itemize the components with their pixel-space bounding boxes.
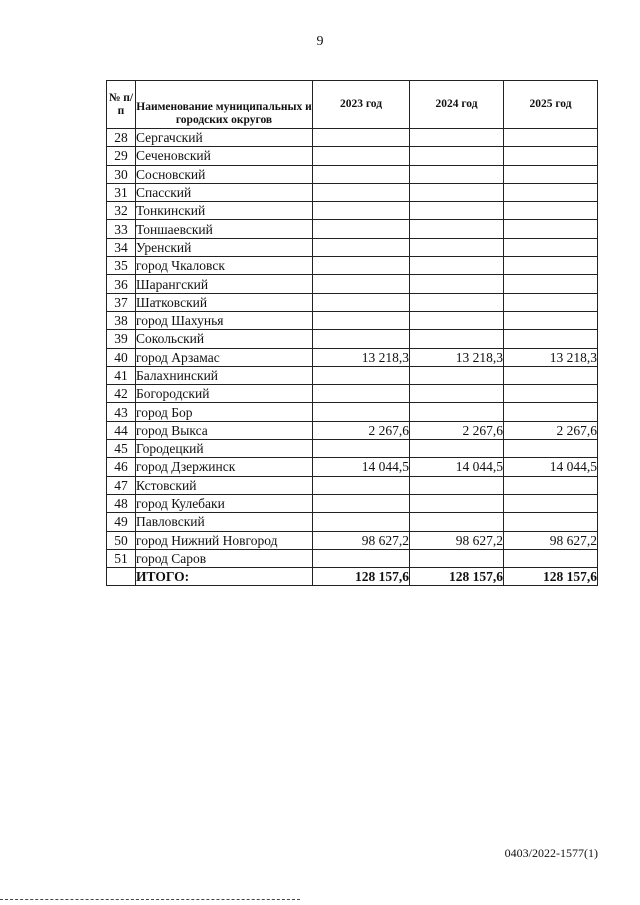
header-2023: 2023 год (313, 81, 410, 129)
row-num: 41 (107, 366, 136, 384)
table-row (107, 311, 598, 329)
row-2024 (410, 238, 504, 256)
header-name: Наименование муниципальных и городских округов (136, 81, 313, 129)
row-2024 (410, 385, 504, 403)
row-2025 (504, 220, 598, 238)
row-2025 (504, 257, 598, 275)
row-name: Тонкинский (136, 202, 313, 220)
header-2024: 2024 год (410, 81, 504, 129)
table-row (107, 220, 598, 238)
document-reference: 0403/2022-1577(1) (504, 846, 598, 860)
row-2025 (504, 183, 598, 201)
row-name: город Нижний Новгород (136, 531, 313, 549)
table-row (107, 348, 598, 366)
row-2024 (410, 275, 504, 293)
row-2025 (504, 238, 598, 256)
budget-table (106, 80, 598, 586)
total-label: ИТОГО: (136, 568, 313, 586)
table-row (107, 293, 598, 311)
row-num: 28 (107, 129, 136, 147)
header-num: № п/п (107, 81, 136, 129)
page-number: 9 (316, 34, 324, 49)
row-2024 (410, 183, 504, 201)
row-num: 45 (107, 440, 136, 458)
table-row (107, 494, 598, 512)
row-2025 (504, 403, 598, 421)
table-row (107, 440, 598, 458)
row-2025: 13 218,3 (504, 348, 598, 366)
row-name: Богородский (136, 385, 313, 403)
table-row (107, 330, 598, 348)
row-2025 (504, 165, 598, 183)
row-num: 49 (107, 513, 136, 531)
row-num: 39 (107, 330, 136, 348)
table-row (107, 476, 598, 494)
row-2024 (410, 311, 504, 329)
row-name: город Дзержинск (136, 458, 313, 476)
row-num: 50 (107, 531, 136, 549)
row-2024: 14 044,5 (410, 458, 504, 476)
scan-artifact-line (0, 899, 300, 900)
row-2024 (410, 220, 504, 238)
row-name: Сокольский (136, 330, 313, 348)
row-2023 (313, 165, 410, 183)
row-2023 (313, 147, 410, 165)
row-name: город Чкаловск (136, 257, 313, 275)
row-name: Шарангский (136, 275, 313, 293)
row-name: Сеченовский (136, 147, 313, 165)
row-name: Кстовский (136, 476, 313, 494)
row-name: город Арзамас (136, 348, 313, 366)
row-num: 40 (107, 348, 136, 366)
row-2023 (313, 385, 410, 403)
table-row (107, 385, 598, 403)
row-2025 (504, 275, 598, 293)
row-2024 (410, 440, 504, 458)
row-2025 (504, 549, 598, 567)
row-2025 (504, 513, 598, 531)
row-2025 (504, 202, 598, 220)
row-2024: 13 218,3 (410, 348, 504, 366)
row-2024 (410, 129, 504, 147)
row-2023 (313, 513, 410, 531)
row-name: Сергачский (136, 129, 313, 147)
row-2023 (313, 366, 410, 384)
row-2023 (313, 440, 410, 458)
row-2023 (313, 330, 410, 348)
row-2025: 14 044,5 (504, 458, 598, 476)
row-num: 32 (107, 202, 136, 220)
row-2023 (313, 403, 410, 421)
row-2025 (504, 129, 598, 147)
row-2024 (410, 293, 504, 311)
row-2024 (410, 165, 504, 183)
row-2023 (313, 549, 410, 567)
row-2024 (410, 147, 504, 165)
row-2025 (504, 330, 598, 348)
row-2023 (313, 293, 410, 311)
row-2024 (410, 330, 504, 348)
header-2025: 2025 год (504, 81, 598, 129)
row-num: 38 (107, 311, 136, 329)
row-name: город Кулебаки (136, 494, 313, 512)
row-2023 (313, 494, 410, 512)
row-2023 (313, 476, 410, 494)
row-2025 (504, 494, 598, 512)
row-2024: 2 267,6 (410, 421, 504, 439)
row-num: 34 (107, 238, 136, 256)
row-name: Павловский (136, 513, 313, 531)
row-num: 42 (107, 385, 136, 403)
row-2023: 2 267,6 (313, 421, 410, 439)
row-2025 (504, 293, 598, 311)
table-row (107, 275, 598, 293)
table-row (107, 366, 598, 384)
row-2025: 2 267,6 (504, 421, 598, 439)
row-name: Городецкий (136, 440, 313, 458)
total-2025: 128 157,6 (504, 568, 598, 586)
row-2023: 13 218,3 (313, 348, 410, 366)
row-num: 46 (107, 458, 136, 476)
row-num: 51 (107, 549, 136, 567)
row-2023: 14 044,5 (313, 458, 410, 476)
row-2024: 98 627,2 (410, 531, 504, 549)
row-2024 (410, 366, 504, 384)
row-num: 44 (107, 421, 136, 439)
row-2025 (504, 311, 598, 329)
row-2025 (504, 440, 598, 458)
row-num: 35 (107, 257, 136, 275)
row-num: 36 (107, 275, 136, 293)
row-2025 (504, 385, 598, 403)
table-row (107, 147, 598, 165)
row-num: 37 (107, 293, 136, 311)
table-row (107, 257, 598, 275)
total-2023: 128 157,6 (313, 568, 410, 586)
table-row (107, 165, 598, 183)
row-name: Тоншаевский (136, 220, 313, 238)
row-name: Уренский (136, 238, 313, 256)
table-row (107, 513, 598, 531)
row-num: 43 (107, 403, 136, 421)
table-row (107, 458, 598, 476)
row-num: 30 (107, 165, 136, 183)
row-name: Сосновский (136, 165, 313, 183)
row-name: Шатковский (136, 293, 313, 311)
row-2023 (313, 275, 410, 293)
row-name: Спасский (136, 183, 313, 201)
table-row (107, 129, 598, 147)
row-2024 (410, 202, 504, 220)
table-row (107, 549, 598, 567)
row-2024 (410, 257, 504, 275)
row-name: город Выкса (136, 421, 313, 439)
row-name: город Саров (136, 549, 313, 567)
row-num: 47 (107, 476, 136, 494)
row-name: город Бор (136, 403, 313, 421)
total-num-cell (107, 568, 136, 586)
table-row (107, 531, 598, 549)
row-2025: 98 627,2 (504, 531, 598, 549)
row-2024 (410, 476, 504, 494)
row-2023 (313, 257, 410, 275)
table-row (107, 403, 598, 421)
table-body (107, 129, 598, 586)
row-num: 48 (107, 494, 136, 512)
row-name: Балахнинский (136, 366, 313, 384)
row-num: 31 (107, 183, 136, 201)
row-2024 (410, 513, 504, 531)
row-num: 33 (107, 220, 136, 238)
table-row (107, 421, 598, 439)
table-row (107, 183, 598, 201)
row-2024 (410, 549, 504, 567)
row-name: город Шахунья (136, 311, 313, 329)
row-2025 (504, 147, 598, 165)
row-2023 (313, 238, 410, 256)
row-num: 29 (107, 147, 136, 165)
row-2023 (313, 202, 410, 220)
row-2023 (313, 129, 410, 147)
row-2025 (504, 476, 598, 494)
total-2024: 128 157,6 (410, 568, 504, 586)
row-2023 (313, 220, 410, 238)
row-2024 (410, 494, 504, 512)
table-header-row (107, 81, 598, 129)
total-row (107, 568, 598, 586)
row-2023 (313, 183, 410, 201)
row-2023: 98 627,2 (313, 531, 410, 549)
table-row (107, 202, 598, 220)
row-2024 (410, 403, 504, 421)
table-row (107, 238, 598, 256)
row-2023 (313, 311, 410, 329)
row-2025 (504, 366, 598, 384)
